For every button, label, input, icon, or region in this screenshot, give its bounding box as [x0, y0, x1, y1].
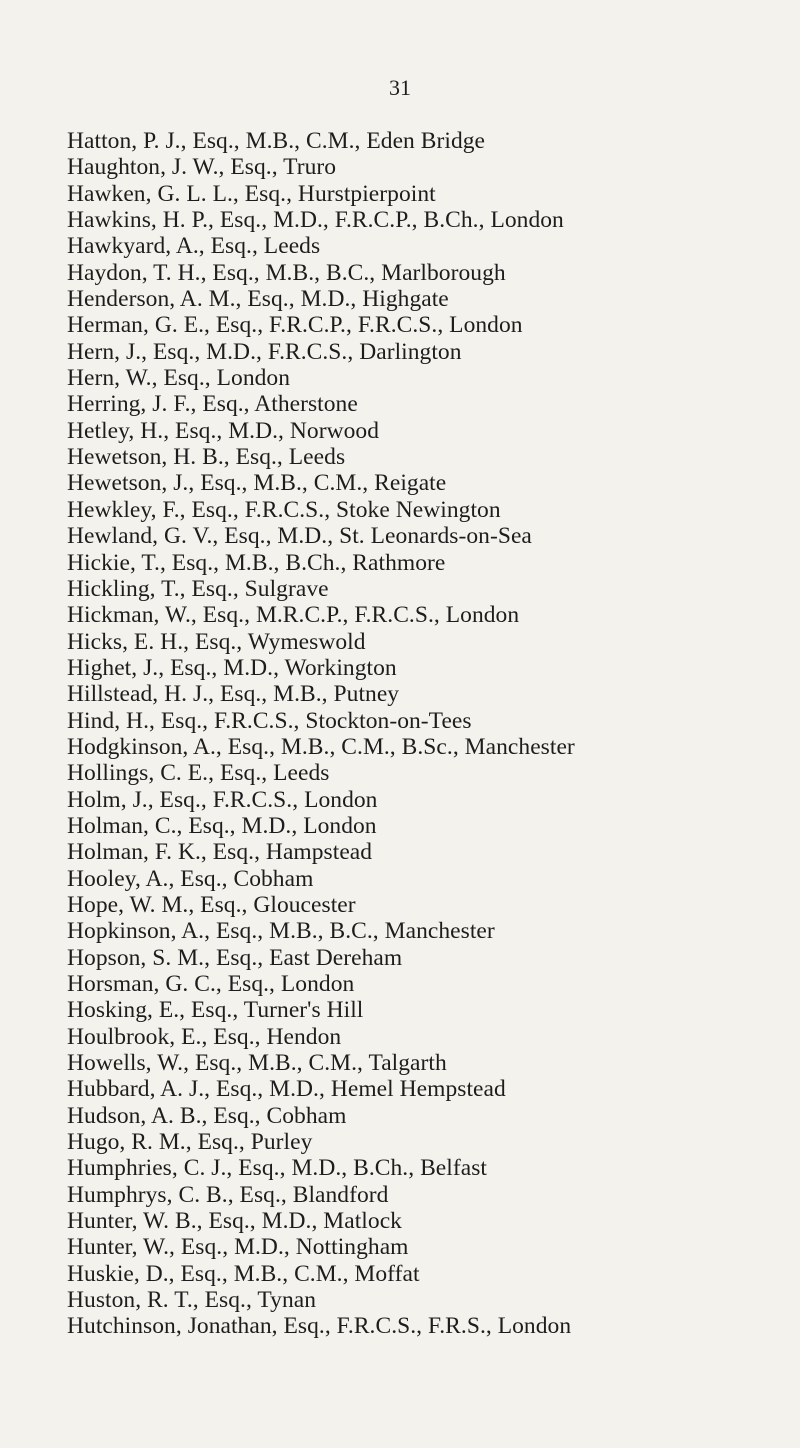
list-item: Hern, J., Esq., M.D., F.R.C.S., Darlington [67, 338, 462, 365]
list-item: Hind, H., Esq., F.R.C.S., Stockton-on-Tees [67, 707, 472, 734]
member-list [67, 128, 793, 1340]
list-item: Houlbrook, E., Esq., Hendon [67, 1023, 342, 1050]
list-item: Humphries, C. J., Esq., M.D., B.Ch., Belfast [67, 1155, 487, 1182]
list-item: Humphrys, C. B., Esq., Blandford [67, 1181, 389, 1208]
page-number: 31 [389, 75, 411, 100]
list-item: Highet, J., Esq., M.D., Workington [67, 654, 397, 681]
list-item: Henderson, A. M., Esq., M.D., Highgate [67, 286, 449, 313]
list-item: Hudson, A. B., Esq., Cobham [67, 1102, 347, 1129]
list-item: Hunter, W. B., Esq., M.D., Matlock [67, 1208, 402, 1235]
list-item: Hollings, C. E., Esq., Leeds [67, 760, 330, 787]
list-item: Hopson, S. M., Esq., East Dereham [67, 944, 403, 971]
list-item: Horsman, G. C., Esq., London [67, 971, 355, 997]
list-item: Hicks, E. H., Esq., Wymeswold [67, 628, 366, 655]
list-item: Hetley, H., Esq., M.D., Norwood [67, 417, 380, 444]
list-item: Hickling, T., Esq., Sulgrave [67, 575, 329, 602]
list-item: Herring, J. F., Esq., Atherstone [67, 391, 358, 418]
list-item: Hopkinson, A., Esq., M.B., B.C., Manchester [67, 918, 495, 945]
list-item: Holman, C., Esq., M.D., London [67, 812, 377, 839]
list-item: Hooley, A., Esq., Cobham [67, 865, 314, 892]
list-item: Hosking, E., Esq., Turner's Hill [67, 997, 364, 1024]
list-item: Huston, R. T., Esq., Tynan [67, 1287, 317, 1314]
list-item: Herman, G. E., Esq., F.R.C.P., F.R.C.S., London [67, 312, 523, 339]
list-item: Hutchinson, Jonathan, Esq., F.R.C.S., F.R.S., London [67, 1313, 572, 1340]
list-item: Hillstead, H. J., Esq., M.B., Putney [67, 681, 400, 708]
list-item: Hope, W. M., Esq., Gloucester [67, 891, 356, 918]
list-item: Hewland, G. V., Esq., M.D., St. Leonards-on-Sea [67, 523, 532, 550]
list-item: Hawken, G. L. L., Esq., Hurstpierpoint [67, 180, 436, 207]
list-item: Hawkins, H. P., Esq., M.D., F.R.C.P., B.Ch., London [67, 207, 564, 234]
list-item: Hugo, R. M., Esq., Purley [67, 1129, 313, 1156]
list-item: Haydon, T. H., Esq., M.B., B.C., Marlborough [67, 259, 506, 286]
list-item: Huskie, D., Esq., M.B., C.M., Moffat [67, 1260, 420, 1287]
list-item: Hewkley, F., Esq., F.R.C.S., Stoke Newington [67, 496, 501, 523]
list-item: Hern, W., Esq., London [67, 365, 291, 392]
list-item: Hodgkinson, A., Esq., M.B., C.M., B.Sc., Manchester [67, 733, 575, 760]
list-item: Hunter, W., Esq., M.D., Nottingham [67, 1234, 409, 1261]
list-item: Hatton, P. J., Esq., M.B., C.M., Eden Bridge [67, 128, 486, 154]
list-item: Holm, J., Esq., F.R.C.S., London [67, 786, 378, 813]
list-item: Howells, W., Esq., M.B., C.M., Talgarth [67, 1050, 447, 1077]
list-item: Hewetson, J., Esq., M.B., C.M., Reigate [67, 470, 447, 497]
list-item: Hubbard, A. J., Esq., M.D., Hemel Hempstead [67, 1076, 506, 1103]
list-item: Hickie, T., Esq., M.B., B.Ch., Rathmore [67, 549, 446, 576]
list-item: Hewetson, H. B., Esq., Leeds [67, 444, 346, 471]
list-item: Hawkyard, A., Esq., Leeds [67, 233, 321, 260]
list-item: Hickman, W., Esq., M.R.C.P., F.R.C.S., London [67, 602, 520, 629]
list-item: Holman, F. K., Esq., Hampstead [67, 839, 373, 866]
list-item: Haughton, J. W., Esq., Truro [67, 154, 337, 181]
